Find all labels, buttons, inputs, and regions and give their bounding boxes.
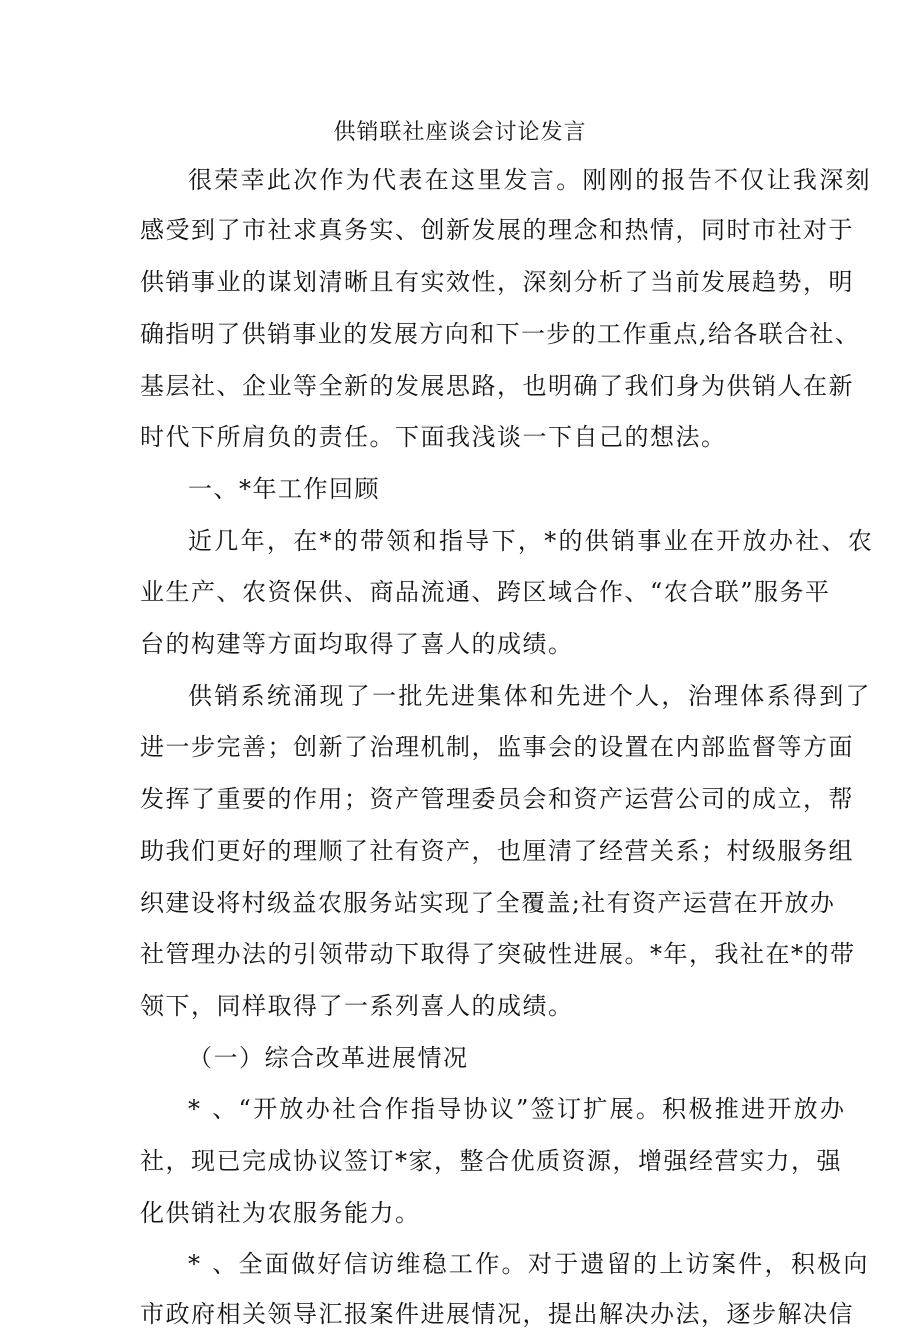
paragraph-1-line-3: 供销事业的谋划清晰且有实效性，深刻分析了当前发展趋势，明	[140, 268, 854, 296]
section-heading-1: 一、*年工作回顾	[188, 475, 380, 503]
paragraph-2-line-2: 业生产、农资保供、商品流通、跨区域合作、“农合联”服务平	[140, 578, 831, 606]
subsection-heading-1: （一）综合改革进展情况	[188, 1044, 469, 1072]
paragraph-3-line-4: 助我们更好的理顺了社有资产，也厘清了经营关系；村级服务组	[140, 837, 854, 865]
document-title: 供销联社座谈会讨论发言	[333, 120, 587, 145]
paragraph-3-line-2: 进一步完善；创新了治理机制，监事会的设置在内部监督等方面	[140, 733, 854, 761]
paragraph-1-line-1: 很荣幸此次作为代表在这里发言。刚刚的报告不仅让我深刻	[188, 166, 872, 194]
item-1-line-1: * 、“开放办社合作指导协议”签订扩展。积极推进开放办	[188, 1095, 847, 1123]
paragraph-3-line-7: 领下，同样取得了一系列喜人的成绩。	[140, 992, 574, 1020]
paragraph-2-line-3: 台的构建等方面均取得了喜人的成绩。	[140, 630, 574, 658]
item-1-line-3: 化供销社为农服务能力。	[140, 1199, 421, 1227]
paragraph-3-line-6: 社管理办法的引领带动下取得了突破性进展。*年，我社在*的带	[140, 940, 856, 968]
paragraph-3-line-1: 供销系统涌现了一批先进集体和先进个人，治理体系得到了	[188, 682, 872, 710]
item-2-line-1: * 、全面做好信访维稳工作。对于遗留的上访案件，积极向	[188, 1250, 870, 1278]
paragraph-1-line-6: 时代下所肩负的责任。下面我浅谈一下自己的想法。	[140, 423, 727, 451]
paragraph-1-line-4: 确指明了供销事业的发展方向和下一步的工作重点,给各联合社、	[140, 320, 861, 348]
paragraph-1-line-2: 感受到了市社求真务实、创新发展的理念和热情，同时市社对于	[140, 216, 854, 244]
item-1-line-2: 社，现已完成协议签订*家，整合优质资源，增强经营实力，强	[140, 1147, 842, 1175]
paragraph-1-line-5: 基层社、企业等全新的发展思路，也明确了我们身为供销人在新	[140, 372, 854, 400]
item-2-line-2: 市政府相关领导汇报案件进展情况，提出解决办法，逐步解决信	[140, 1300, 854, 1328]
paragraph-3-line-3: 发挥了重要的作用；资产管理委员会和资产运营公司的成立，帮	[140, 785, 854, 813]
paragraph-3-line-5: 织建设将村级益农服务站实现了全覆盖;社有资产运营在开放办	[140, 889, 836, 917]
paragraph-2-line-1: 近几年，在*的带领和指导下，*的供销事业在开放办社、农	[188, 527, 875, 555]
